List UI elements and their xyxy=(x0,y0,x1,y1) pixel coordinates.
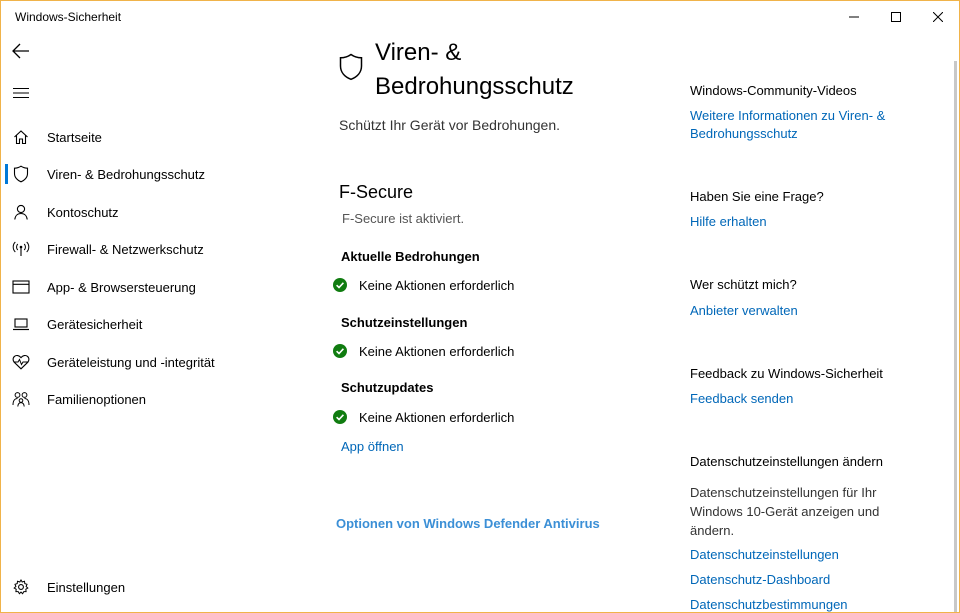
defender-options-link[interactable]: Optionen von Windows Defender Antivirus xyxy=(336,516,600,531)
privacy-dashboard-link[interactable]: Datenschutz-Dashboard xyxy=(690,572,831,587)
status-text: Keine Aktionen erforderlich xyxy=(359,409,515,425)
sidebar-item-einstellungen[interactable] xyxy=(1,569,301,605)
page-title: Viren- & Bedrohungsschutz xyxy=(375,39,574,100)
scrollbar[interactable] xyxy=(954,61,957,613)
open-app-link[interactable]: App öffnen xyxy=(341,439,404,454)
status-text: Keine Aktionen erforderlich xyxy=(359,343,515,359)
shield-icon xyxy=(339,53,363,86)
feedback-heading: Feedback zu Windows-Sicherheit xyxy=(690,366,883,381)
gear-icon xyxy=(11,577,31,597)
title-bar xyxy=(1,1,959,33)
sidebar-item-label: Einstellungen xyxy=(47,579,126,595)
privacy-statement-link[interactable]: Datenschutzbestimmungen xyxy=(690,597,848,612)
send-feedback-link[interactable]: Feedback senden xyxy=(690,391,794,406)
window-title: Windows-Sicherheit xyxy=(15,10,122,24)
section-heading-protection-settings: Schutzeinstellungen xyxy=(341,315,468,330)
sidebar-item-label: Familienoptionen xyxy=(47,391,147,407)
who-protects-heading: Wer schützt mich? xyxy=(690,277,797,292)
sidebar-item-label: Kontoschutz xyxy=(47,204,119,220)
sidebar-item-label: Geräteleistung und -integrität xyxy=(47,354,215,370)
provider-status: F-Secure ist aktiviert. xyxy=(342,211,465,226)
status-current-threats xyxy=(333,276,514,294)
check-circle-icon xyxy=(333,344,347,358)
check-circle-icon xyxy=(333,278,347,292)
person-icon xyxy=(11,202,31,222)
sidebar-item-label: Gerätesicherheit xyxy=(47,316,143,332)
browser-window-icon xyxy=(11,277,31,297)
privacy-settings-link[interactable]: Datenschutzeinstellungen xyxy=(690,547,839,562)
sidebar-item-firewall-netzwerkschutz[interactable] xyxy=(1,231,301,267)
maximize-button[interactable] xyxy=(873,1,919,33)
privacy-description: Datenschutzeinstellungen für Ihr Windows 10-Gerät anzeigen und ändern. xyxy=(690,485,880,538)
more-info-link[interactable]: Weitere Informationen zu Viren- & Bedrohungsschutz xyxy=(690,108,886,141)
maximize-icon xyxy=(891,12,901,22)
back-button[interactable] xyxy=(5,35,37,67)
back-arrow-icon xyxy=(12,43,30,59)
privacy-heading: Datenschutzeinstellungen ändern xyxy=(690,454,883,469)
sidebar-item-kontoschutz[interactable] xyxy=(1,194,301,230)
home-icon xyxy=(11,127,31,147)
sidebar-item-geraeteleistung[interactable] xyxy=(1,344,301,380)
sidebar-item-familienoptionen[interactable] xyxy=(1,381,301,417)
sidebar-item-label: Viren- & Bedrohungsschutz xyxy=(47,166,206,182)
community-videos-heading: Windows-Community-Videos xyxy=(690,83,857,98)
status-protection-settings xyxy=(333,342,514,360)
status-text: Keine Aktionen erforderlich xyxy=(359,277,515,293)
minimize-icon xyxy=(849,12,859,22)
close-button[interactable] xyxy=(915,1,960,33)
sidebar-item-label: App- & Browsersteuerung xyxy=(47,279,196,295)
check-circle-icon xyxy=(333,410,347,424)
heart-pulse-icon xyxy=(11,352,31,372)
section-heading-current-threats: Aktuelle Bedrohungen xyxy=(341,249,480,264)
manage-providers-link[interactable]: Anbieter verwalten xyxy=(690,303,798,318)
page-subtitle: Schützt Ihr Gerät vor Bedrohungen. xyxy=(339,117,561,133)
hamburger-menu-icon xyxy=(13,87,29,99)
antenna-icon xyxy=(11,239,31,259)
section-heading-protection-updates: Schutzupdates xyxy=(341,380,434,395)
family-icon xyxy=(11,389,31,409)
menu-button[interactable] xyxy=(5,77,37,109)
sidebar-item-app-browsersteuerung[interactable] xyxy=(1,269,301,305)
sidebar-item-viren-bedrohungsschutz[interactable] xyxy=(1,156,301,192)
sidebar-item-geraetesicherheit[interactable] xyxy=(1,306,301,342)
minimize-button[interactable] xyxy=(831,1,877,33)
provider-name: F-Secure xyxy=(339,182,414,202)
sidebar-item-label: Startseite xyxy=(47,129,102,145)
status-protection-updates xyxy=(333,408,514,426)
sidebar-item-startseite[interactable] xyxy=(1,119,301,155)
laptop-icon xyxy=(11,314,31,334)
get-help-link[interactable]: Hilfe erhalten xyxy=(690,214,767,229)
shield-icon xyxy=(11,164,31,184)
question-heading: Haben Sie eine Frage? xyxy=(690,189,824,204)
sidebar-item-label: Firewall- & Netzwerkschutz xyxy=(47,241,204,257)
close-icon xyxy=(933,12,943,22)
